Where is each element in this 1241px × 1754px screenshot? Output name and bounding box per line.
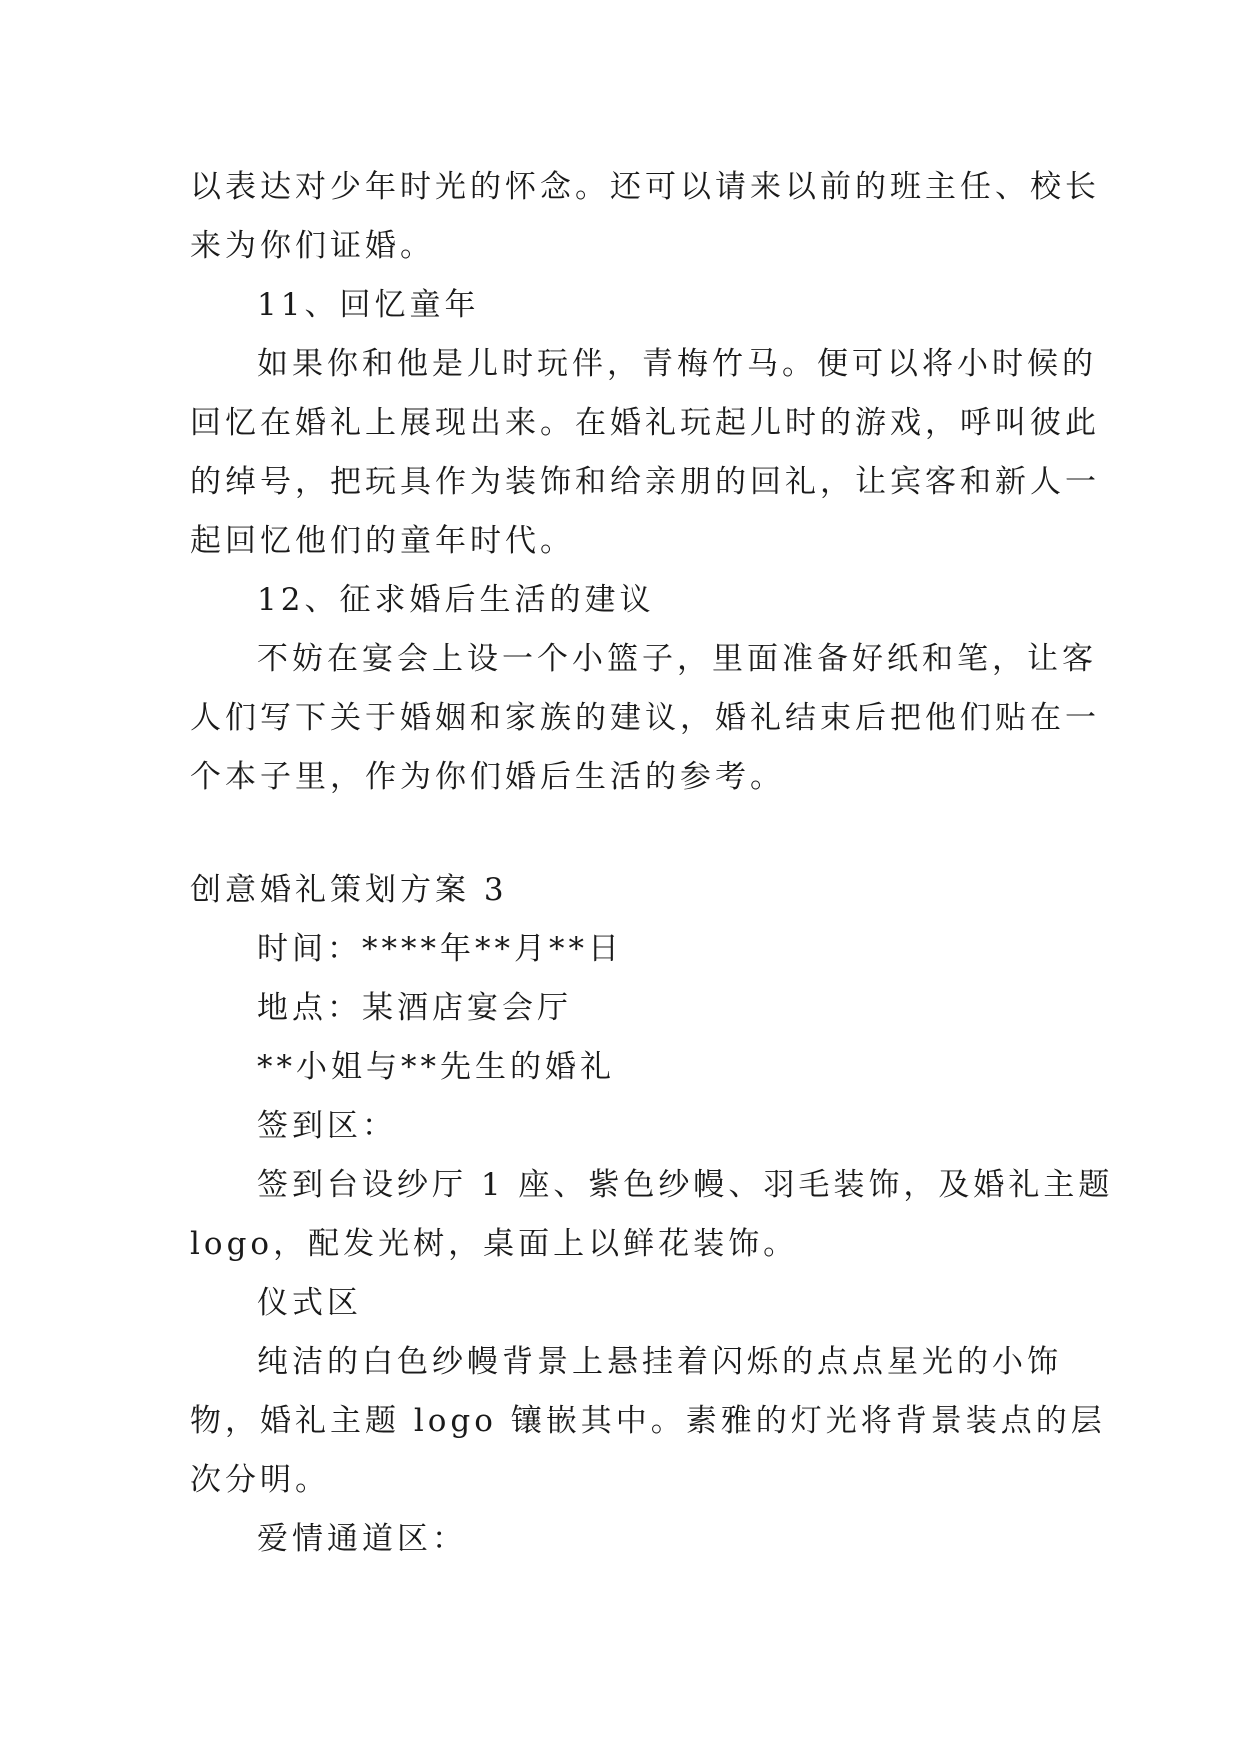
section-heading: 仪式区 xyxy=(257,1285,362,1321)
paragraph-line: 回忆在婚礼上展现出来。在婚礼玩起儿时的游戏，呼叫彼此 xyxy=(190,405,1100,441)
paragraph-line: 人们写下关于婚姻和家族的建议，婚礼结束后把他们贴在一 xyxy=(190,700,1100,736)
paragraph-line: 次分明。 xyxy=(190,1462,330,1498)
paragraph-line: 如果你和他是儿时玩伴，青梅竹马。便可以将小时候的 xyxy=(257,346,1097,382)
paragraph-line: 不妨在宴会上设一个小篮子，里面准备好纸和笔，让客 xyxy=(257,641,1097,677)
section-heading: 12、征求婚后生活的建议 xyxy=(257,582,655,618)
section-heading: 爱情通道区： xyxy=(257,1521,467,1557)
paragraph-line: 的绰号，把玩具作为装饰和给亲朋的回礼，让宾客和新人一 xyxy=(190,464,1100,500)
paragraph-line: 起回忆他们的童年时代。 xyxy=(190,523,575,559)
paragraph-line: 以表达对少年时光的怀念。还可以请来以前的班主任、校长 xyxy=(190,169,1100,205)
paragraph-line: 签到台设纱厅 1 座、紫色纱幔、羽毛装饰，及婚礼主题 xyxy=(257,1167,1114,1203)
paragraph-line: 地点：某酒店宴会厅 xyxy=(257,990,572,1026)
paragraph-line: **小姐与**先生的婚礼 xyxy=(257,1049,615,1085)
section-heading: 签到区： xyxy=(257,1108,397,1144)
document-title: 创意婚礼策划方案 3 xyxy=(190,872,508,908)
paragraph-line: 时间：****年**月**日 xyxy=(257,931,623,967)
paragraph-line: 个本子里，作为你们婚后生活的参考。 xyxy=(190,759,785,795)
paragraph-line: 物，婚礼主题 logo 镶嵌其中。素雅的灯光将背景装点的层 xyxy=(190,1403,1106,1439)
paragraph-line: 纯洁的白色纱幔背景上悬挂着闪烁的点点星光的小饰 xyxy=(257,1344,1062,1380)
section-heading: 11、回忆童年 xyxy=(257,287,480,323)
paragraph-line: logo，配发光树，桌面上以鲜花装饰。 xyxy=(190,1226,799,1262)
paragraph-line: 来为你们证婚。 xyxy=(190,228,435,264)
